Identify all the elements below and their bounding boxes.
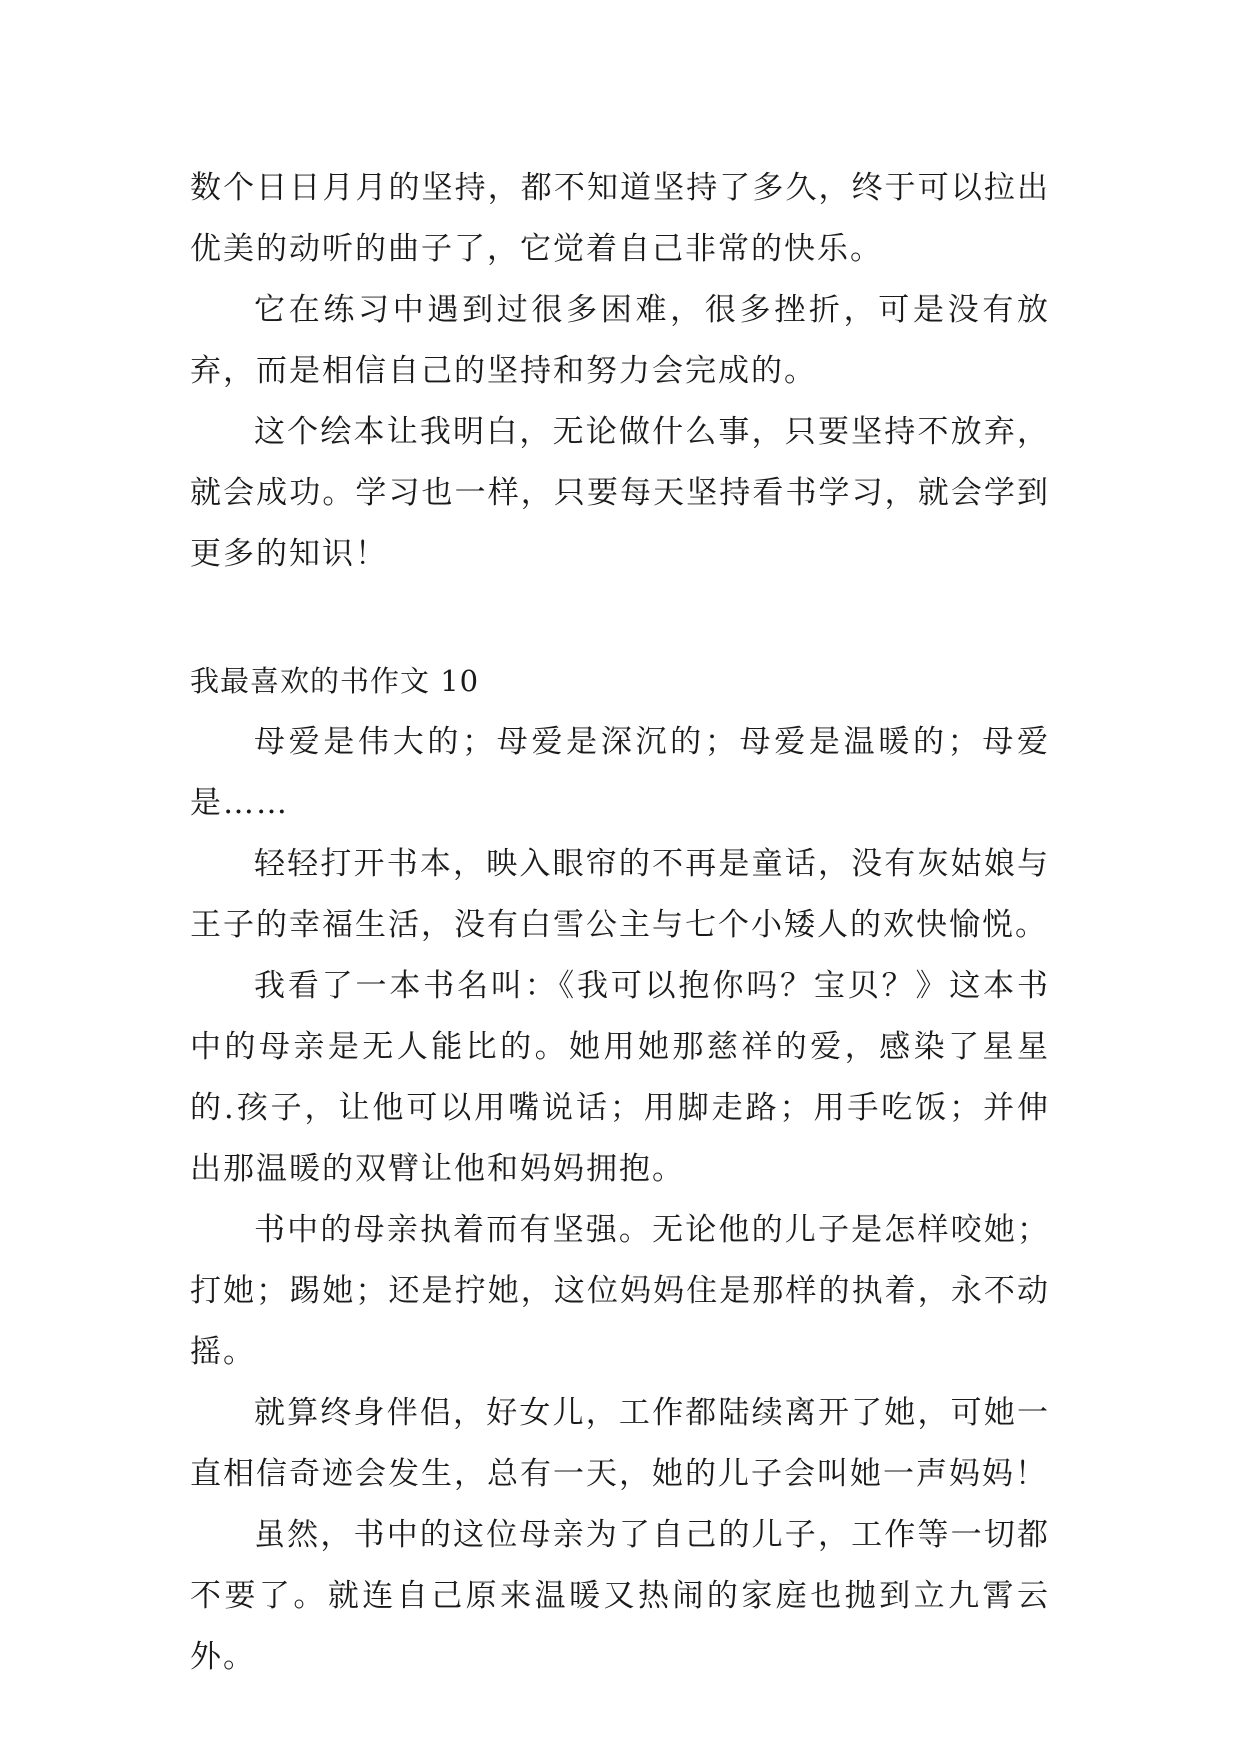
paragraph: 书中的母亲执着而有坚强。无论他的儿子是怎样咬她；打她；踢她；还是拧她，这位妈妈住是那样的执着，永不动摇。: [190, 1212, 1050, 1370]
paragraph: 就算终身伴侣，好女儿，工作都陆续离开了她，可她一直相信奇迹会发生，总有一天，她的儿子会叫她一声妈妈！: [190, 1395, 1050, 1492]
paragraph: 母爱是伟大的；母爱是深沉的；母爱是温暖的；母爱是……: [190, 724, 1050, 821]
paragraph: 它在练习中遇到过很多困难，很多挫折，可是没有放弃，而是相信自己的坚持和努力会完成的。: [190, 292, 1050, 389]
paragraph: 这个绘本让我明白，无论做什么事，只要坚持不放弃，就会成功。学习也一样，只要每天坚持看书学习，就会学到更多的知识！: [190, 414, 1050, 572]
paragraph: 虽然，书中的这位母亲为了自己的儿子，工作等一切都不要了。就连自己原来温暖又热闹的家庭也抛到立九霄云外。: [190, 1517, 1050, 1675]
essay-title: 我最喜欢的书作文 10: [190, 664, 480, 698]
paragraph: 数个日日月月的坚持，都不知道坚持了多久，终于可以拉出优美的动听的曲子了，它觉着自己非常的快乐。: [190, 170, 1050, 267]
document-body: [190, 158, 1050, 1688]
paragraph: 轻轻打开书本，映入眼帘的不再是童话，没有灰姑娘与王子的幸福生活，没有白雪公主与七个小矮人的欢快愉悦。: [190, 846, 1050, 943]
paragraph: 我看了一本书名叫：《我可以抱你吗？宝贝？》这本书中的母亲是无人能比的。她用她那慈祥的爱，感染了星星的.孩子，让他可以用嘴说话；用脚走路；用手吃饭；并伸出那温暖的双臂让他和妈妈拥抱。: [190, 968, 1050, 1187]
